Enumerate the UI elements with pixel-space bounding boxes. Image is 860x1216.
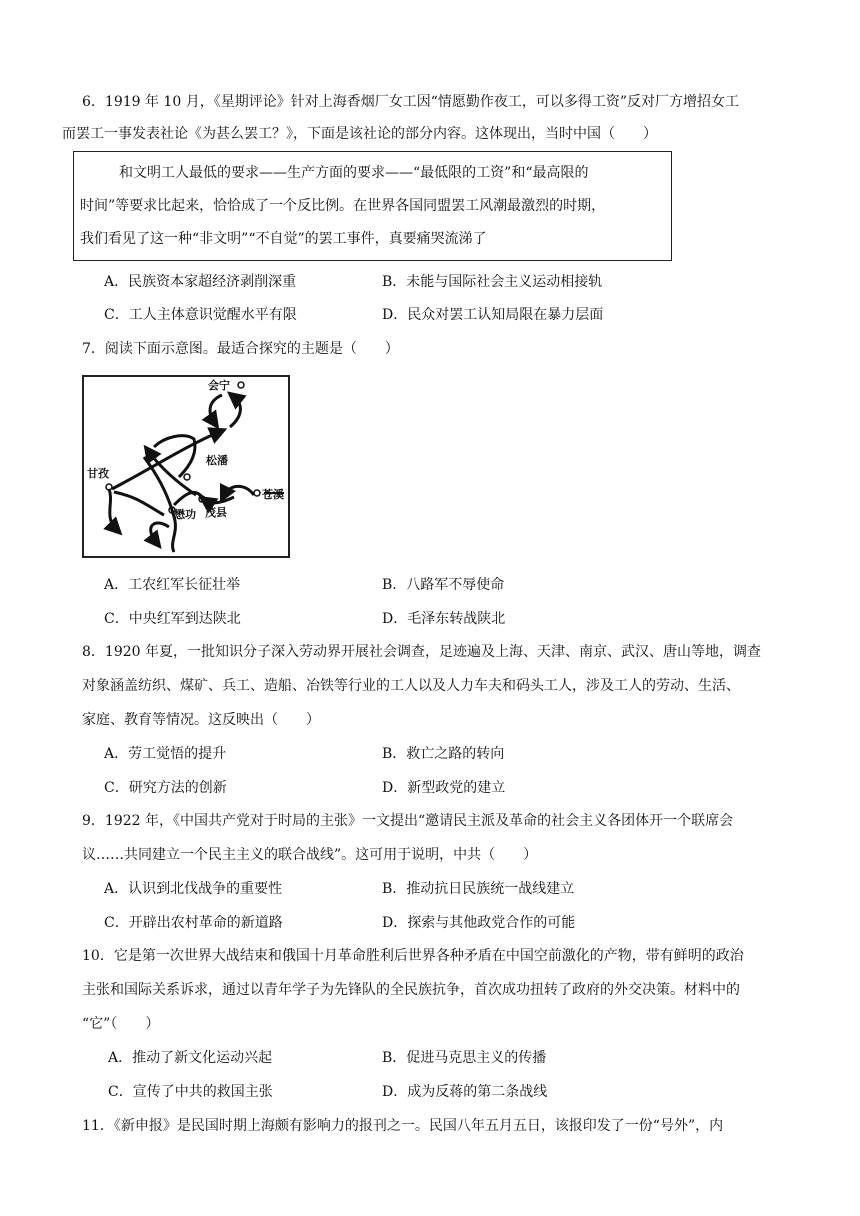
label-songpan: 松潘 — [206, 454, 228, 467]
label-cangxi: 苍溪 — [262, 488, 284, 501]
q6-quote-line3: 我们看见了这一种“非文明”“不自觉”的罢工事件，真要痛哭流涕了 — [80, 231, 487, 247]
q8-option-d[interactable]: D．新型政党的建立 — [382, 780, 506, 796]
q10-option-a[interactable]: A．推动了新文化运动兴起 — [108, 1050, 273, 1066]
q7-option-d[interactable]: D．毛泽东转战陕北 — [382, 611, 506, 627]
q7-option-c[interactable]: C．中央红军到达陕北 — [104, 611, 241, 627]
q9-option-b[interactable]: B．推动抗日民族统一战线建立 — [382, 881, 575, 897]
q6-quote-line1: 和文明工人最低的要求——生产方面的要求——“最低限的工资”和“最高限的 — [119, 165, 589, 181]
q9-option-a[interactable]: A．认识到北伐战争的重要性 — [104, 881, 283, 897]
q8-option-a[interactable]: A．劳工觉悟的提升 — [104, 746, 227, 762]
q6-quote-box — [73, 151, 672, 261]
q8-stem-line1: 8．1920 年夏，一批知识分子深入劳动界开展社会调查，足迹遍及上海、天津、南京、武汉、唐山等地，调查 — [82, 644, 761, 660]
label-huining: 会宁 — [208, 379, 230, 392]
q8-option-c[interactable]: C．研究方法的创新 — [104, 780, 227, 796]
q6-option-d[interactable]: D．民众对罢工认知局限在暴力层面 — [382, 307, 604, 323]
q6-stem-line2: 而罢工一事发表社论《为甚么罢工？》，下面是该社论的部分内容。这体现出，当时中国（ ） — [62, 126, 657, 142]
q10-stem-line1: 10．它是第一次世界大战结束和俄国十月革命胜利后世界各种矛盾在中国空前激化的产物，带有鲜明的政治 — [82, 948, 744, 964]
q9-option-d[interactable]: D．探索与其他政党合作的可能 — [382, 915, 576, 931]
q7-option-b[interactable]: B．八路军不辱使命 — [382, 577, 505, 593]
q6-option-b[interactable]: B．未能与国际社会主义运动相接轨 — [382, 274, 603, 290]
q9-stem-line2: 议……共同建立一个民主主义的联合战线”。这可用于说明，中共（ ） — [82, 847, 538, 863]
q9-stem-line1: 9．1922 年，《中国共产党对于时局的主张》一文提出“邀请民主派及革命的社会主义各团体开一个联席会 — [82, 813, 734, 829]
q7-option-a[interactable]: A．工农红军长征壮举 — [104, 577, 241, 593]
q10-option-b[interactable]: B．促进马克思主义的传播 — [382, 1050, 547, 1066]
q8-option-b[interactable]: B．救亡之路的转向 — [382, 746, 505, 762]
q9-option-c[interactable]: C．开辟出农村革命的新道路 — [104, 915, 283, 931]
long-march-route-map — [82, 375, 290, 558]
label-ganzi: 甘孜 — [87, 467, 109, 480]
q8-stem-line2: 对象涵盖纺织、煤矿、兵工、造船、冶铁等行业的工人以及人力车夫和码头工人，涉及工人的劳动、生活、 — [82, 678, 740, 694]
route-map-drawing — [84, 377, 288, 556]
q6-stem-line1: 6．1919 年 10 月，《星期评论》针对上海香烟厂女工因“情愿勤作夜工，可以多得工资”反对厂方增招女工 — [82, 94, 740, 110]
label-maogong: 懋功 — [174, 508, 196, 521]
q6-option-a[interactable]: A．民族资本家超经济剥削深重 — [104, 274, 297, 290]
q11-stem-line1: 11．《新申报》是民国时期上海颇有影响力的报刊之一。民国八年五月五日，该报印发了一份“号外”，内 — [82, 1118, 724, 1134]
q6-option-c[interactable]: C．工人主体意识觉醒水平有限 — [104, 307, 297, 323]
q10-option-c[interactable]: C．宣传了中共的救国主张 — [108, 1084, 273, 1100]
route-lines — [109, 395, 284, 552]
q6-quote-line2: 时间”等要求比起来，恰恰成了一个反比例。在世界各国同盟罢工风潮最激烈的时期， — [80, 198, 606, 214]
q10-stem-line3: “它”（ ） — [82, 1016, 160, 1032]
q7-stem-line1: 7．阅读下面示意图。最适合探究的主题是（ ） — [82, 341, 399, 357]
q8-stem-line3: 家庭、教育等情况。这反映出（ ） — [82, 712, 320, 728]
label-maoxian: 茂县 — [205, 506, 227, 519]
q10-stem-line2: 主张和国际关系诉求，通过以青年学子为先锋队的全民族抗争，首次成功扭转了政府的外交决策。材料中的 — [82, 982, 740, 998]
q10-option-d[interactable]: D．成为反蒋的第二条战线 — [382, 1084, 548, 1100]
